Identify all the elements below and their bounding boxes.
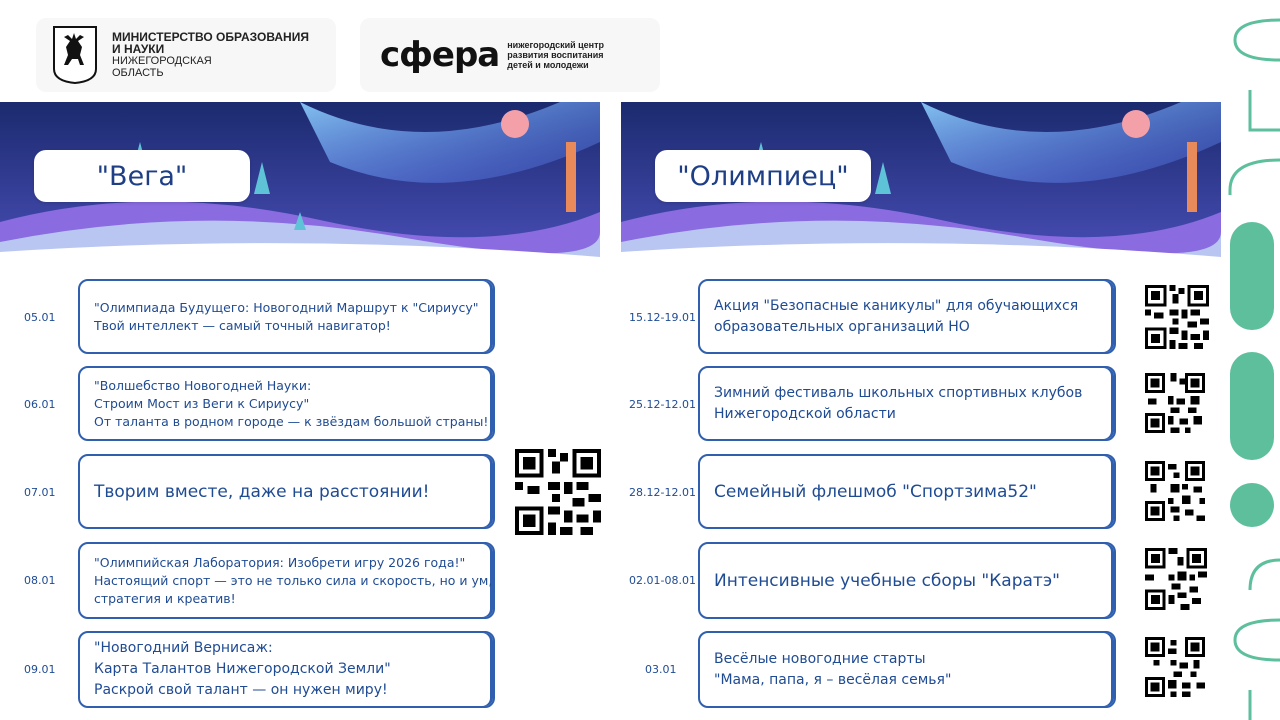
event-date: 25.12-12.01 — [629, 398, 696, 411]
event-date: 07.01 — [24, 486, 56, 499]
event-card[interactable] — [698, 279, 1116, 354]
event-card[interactable] — [698, 631, 1116, 708]
event-date: 28.12-12.01 — [629, 486, 696, 499]
event-text: Творим вместе, даже на расстоянии! — [94, 481, 430, 502]
event-text: "Олимпиада Будущего: Новогодний Маршрут к "Сириусу" — [94, 299, 479, 315]
qr-code-icon[interactable] — [1145, 637, 1205, 697]
event-card[interactable] — [78, 279, 495, 354]
ministry-logo — [36, 18, 336, 92]
event-text: Семейный флешмоб "Спортзима52" — [714, 481, 1037, 502]
ministry-region-line2: ОБЛАСТЬ — [112, 67, 164, 79]
event-date: 15.12-19.01 — [629, 311, 696, 324]
section-title-vega: "Вега" — [34, 150, 250, 202]
event-text: Карта Талантов Нижегородской Земли" — [94, 661, 391, 677]
event-text: стратегия и креатив! — [94, 590, 236, 606]
event-date: 06.01 — [24, 398, 56, 411]
qr-code-icon[interactable] — [515, 449, 601, 535]
event-text: "Волшебство Новогодней Науки: — [94, 377, 312, 393]
event-card[interactable] — [698, 454, 1116, 529]
qr-code-icon[interactable] — [1145, 548, 1207, 610]
event-text: Акция "Безопасные каникулы" для обучающихся — [714, 297, 1079, 314]
qr-code-icon[interactable] — [1145, 373, 1205, 433]
event-card[interactable] — [698, 366, 1116, 441]
event-text: Раскрой свой талант — он нужен миру! — [94, 682, 388, 698]
event-date: 02.01-08.01 — [629, 574, 696, 587]
event-text: Настоящий спорт — это не только сила и скорость, но и ум, — [94, 572, 493, 588]
sfera-caption-line3: детей и молодежи — [507, 60, 589, 70]
event-text: образовательных организаций НО — [714, 318, 970, 335]
event-text: Зимний фестиваль школьных спортивных клубов — [714, 384, 1083, 401]
event-date: 09.01 — [24, 663, 56, 676]
event-text: Нижегородской области — [714, 405, 896, 422]
event-text: "Олимпийская Лаборатория: Изобрети игру 2026 года!" — [94, 554, 466, 570]
event-text: "Новогодний Вернисаж: — [94, 640, 273, 656]
decorative-pattern — [1210, 0, 1280, 720]
event-card[interactable] — [698, 542, 1116, 619]
event-card[interactable] — [78, 631, 495, 708]
qr-code-icon[interactable] — [1145, 285, 1209, 349]
ministry-name-line1: МИНИСТЕРСТВО ОБРАЗОВАНИЯ — [112, 30, 309, 44]
event-text: "Мама, папа, я – весёлая семья" — [714, 671, 952, 688]
qr-code-icon[interactable] — [1145, 461, 1205, 521]
sfera-caption-line2: развития воспитания — [507, 50, 604, 60]
event-text: Весёлые новогодние старты — [714, 650, 926, 667]
event-text: От таланта в родном городе — к звёздам большой страны! — [94, 413, 489, 429]
sfera-wordmark: сфера — [380, 35, 500, 75]
ministry-name-line2: И НАУКИ — [112, 42, 165, 56]
event-card[interactable] — [78, 454, 495, 529]
event-date: 05.01 — [24, 311, 56, 324]
section-title-olimpiec: "Олимпиец" — [655, 150, 871, 202]
sfera-logo — [360, 18, 660, 92]
event-card[interactable] — [78, 542, 495, 619]
deer-emblem-icon — [50, 25, 100, 85]
sfera-caption-line1: нижегородский центр — [507, 40, 605, 50]
event-text: Интенсивные учебные сборы "Каратэ" — [714, 570, 1060, 591]
event-date: 03.01 — [645, 663, 677, 676]
event-card[interactable] — [78, 366, 495, 441]
event-text: Строим Мост из Веги к Сириусу" — [94, 395, 310, 411]
event-text: Твой интеллект — самый точный навигатор! — [94, 317, 391, 333]
event-date: 08.01 — [24, 574, 56, 587]
ministry-region-line1: НИЖЕГОРОДСКАЯ — [112, 55, 212, 67]
